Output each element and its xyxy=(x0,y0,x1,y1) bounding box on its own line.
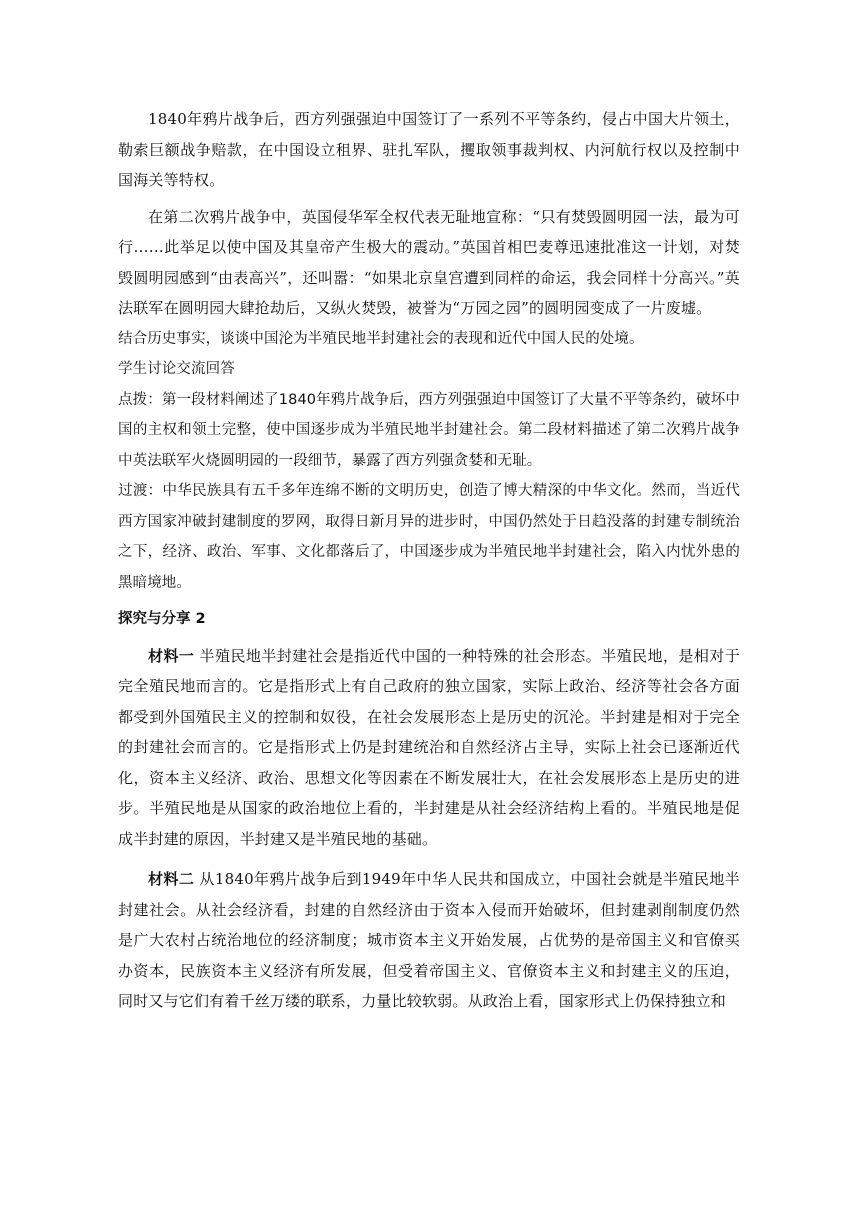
transition-paragraph: 过渡：中华民族具有五千多年连绵不断的文明历史，创造了博大精深的中华文化。然而，当近代西方国家冲破封建制度的罗网，取得日新月异的进步时，中国仍然处于日趋没落的封建专制统治之下，经济、政治、军事、文化都落后了，中国逐步成为半殖民地半封建社会，陷入内忧外患的黑暗境地。 xyxy=(118,483,740,591)
section-heading: 探究与分享 2 xyxy=(118,611,206,627)
material-one-label: 材料一 xyxy=(148,646,195,665)
student-answer-note: 学生讨论交流回答 xyxy=(118,361,235,377)
document-page xyxy=(118,104,740,1017)
material-one-paragraph xyxy=(118,641,740,855)
paragraph-old-summer-palace: 在第二次鸦片战争中，英国侵华军全权代表无耻地宣称：“只有焚毁圆明园一法，最为可行……此举足以使中国及其皇帝产生极大的震动。”英国首相巴麦尊迅速批准这一计划，对焚毁圆明园感到“由表高兴”，还叫嚣：“如果北京皇宫遭到同样的命运，我会同样十分高兴。”英法联军在圆明园大肆抢劫后，又纵火焚毁，被誉为“万园之园”的圆明园变成了一片废墟。 xyxy=(118,207,740,317)
material-two-text: 从1840年鸦片战争后到1949年中华人民共和国成立，中国社会就是半殖民地半封建社会。从社会经济看，封建的自然经济由于资本入侵而开始破坏，但封建剥削制度仍然是广大农村占统治地位的经济制度；城市资本主义开始发展，占优势的是帝国主义和官僚买办资本，民族资本主义经济有所发展，但受着帝国主义、官僚资本主义和封建主义的压迫，同时又与它们有着千丝万缕的联系，力量比较软弱。从政治上看，国家形式上仍保持独立和 xyxy=(118,870,740,1010)
material-two-paragraph xyxy=(118,864,740,1017)
paragraph-treaties: 1840年鸦片战争后，西方列强强迫中国签订了一系列不平等条约，侵占中国大片领土，勒索巨额战争赔款，在中国设立租界、驻扎军队，攫取领事裁判权、内河航行权以及控制中国海关等特权。 xyxy=(118,110,740,189)
hint-paragraph: 点拨：第一段材料阐述了1840年鸦片战争后，西方列强强迫中国签订了大量不平等条约，破坏中国的主权和领土完整，使中国逐步成为半殖民地半封建社会。第二段材料描述了第二次鸦片战争中英法联军火烧圆明园的一段细节，暴露了西方列强贪婪和无耻。 xyxy=(118,391,740,469)
discussion-question: 结合历史事实，谈谈中国沦为半殖民地半封建社会的表现和近代中国人民的处境。 xyxy=(118,330,644,347)
material-two-label: 材料二 xyxy=(148,870,195,888)
material-one-text: 半殖民地半封建社会是指近代中国的一种特殊的社会形态。半殖民地，是相对于完全殖民地而言的。它是指形式上有自己政府的独立国家，实际上政治、经济等社会各方面都受到外国殖民主义的控制和奴役，在社会发展形态上是历史的沉沦。半封建是相对于完全的封建社会而言的。它是指形式上仍是封建统治和自然经济占主导，实际上社会已逐渐近代化，资本主义经济、政治、思想文化等因素在不断发展壮大，在社会发展形态上是历史的进步。半殖民地是从国家的政治地位上看的，半封建是从社会经济结构上看的。半殖民地是促成半封建的原因，半封建又是半殖民地的基础。 xyxy=(118,646,740,848)
